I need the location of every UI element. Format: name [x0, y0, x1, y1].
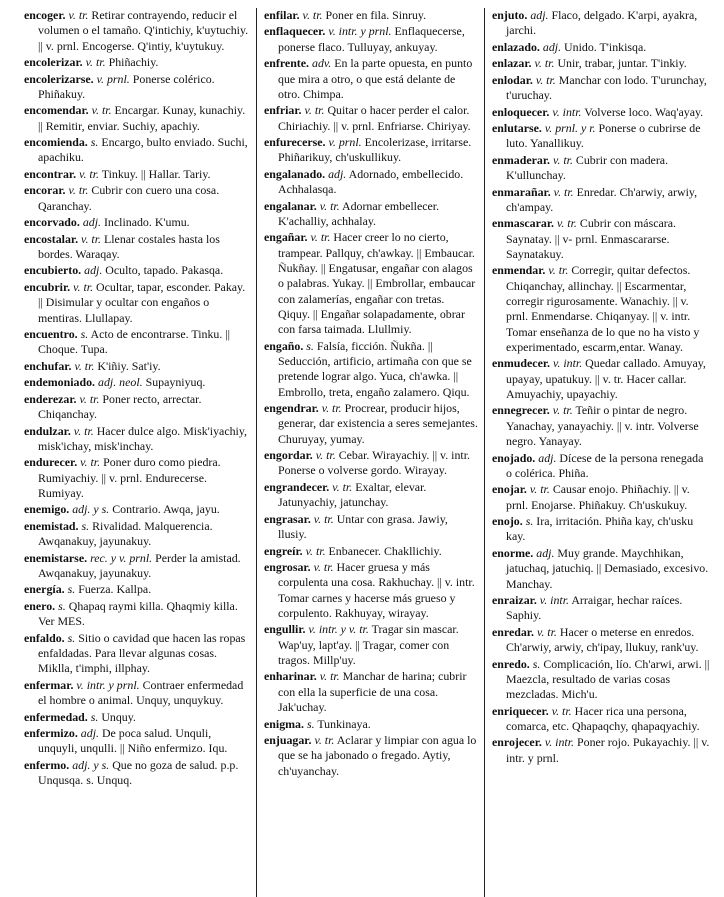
entry-grammar: v. tr.	[535, 72, 556, 87]
entry-definition: Hacer gruesa y más corpulenta una cosa. Rakhuchay. || v. intr. Tomar carnes y hacerse más grueso y corpulento. Rakhuyay, wirayay.	[278, 560, 475, 620]
entry-headword: encubierto.	[24, 263, 82, 278]
entry-grammar: s.	[81, 518, 90, 533]
entry-headword: enfrente.	[264, 56, 310, 71]
entry-grammar: v. intr. y prnl.	[76, 677, 140, 692]
entry-definition: Supayniyuq.	[145, 375, 206, 390]
entry-grammar: s.	[67, 630, 76, 645]
dictionary-entry	[492, 216, 712, 262]
entry-grammar: s.	[532, 656, 541, 671]
dictionary-entry	[24, 710, 250, 725]
entry-grammar: v. tr.	[302, 8, 323, 22]
entry-headword: engrasar.	[264, 511, 311, 526]
entry-definition: Quitar o hacer perder el calor. Chiriachiy. || v. prnl. Enfriarse. Chiriyay.	[278, 103, 471, 133]
dictionary-entry	[492, 56, 712, 71]
entry-definition: Encolerizase, irritarse. Phiñarikuy, ch'uskullikuy.	[278, 135, 472, 165]
entry-headword: enojar.	[492, 482, 527, 497]
entry-grammar: adj.	[542, 39, 562, 54]
dictionary-entry	[492, 514, 712, 545]
entry-grammar: v. tr.	[79, 166, 99, 181]
entry-definition: Poner duro como piedra. Rumiyachiy. || v. prnl. Endurecerse. Rumiyay.	[38, 455, 221, 500]
entry-headword: enloquecer.	[492, 104, 550, 119]
entry-definition: Perder la amistad. Awqanakuy, jayunakuy.	[38, 550, 241, 580]
entry-headword: engullir.	[264, 622, 306, 637]
dictionary-entry	[264, 448, 478, 479]
entry-grammar: adj.	[538, 450, 557, 465]
dictionary-entry	[24, 726, 250, 757]
entry-headword: encomienda.	[24, 135, 88, 150]
entry-definition: Manchar con lodo. T'urunchay, t'uruchay.	[506, 72, 707, 103]
entry-definition: Poner rojo. Pukayachiy. || v. intr. y prnl.	[506, 735, 710, 765]
entry-headword: enlodar.	[492, 72, 533, 87]
entry-grammar: v. tr.	[305, 543, 326, 558]
dictionary-entry	[264, 512, 478, 543]
entry-definition: Cubrir con madera. K'ullunchay.	[506, 152, 669, 183]
entry-grammar: v. intr.	[552, 104, 582, 119]
dictionary-entry	[24, 327, 250, 358]
entry-definition: Procrear, producir hijos, generar, dar existencia a seres semejantes. Churuyay, yumay.	[278, 401, 478, 446]
entry-definition: Que no goza de salud. p.p. Unqusqa. s. Unquq.	[38, 757, 239, 788]
dictionary-entry	[264, 733, 478, 779]
entry-grammar: adj. y s.	[72, 502, 110, 517]
entry-grammar: adj.	[82, 215, 101, 230]
entry-headword: enojo.	[492, 514, 523, 529]
entry-headword: engrosar.	[264, 560, 311, 575]
dictionary-entry	[492, 546, 712, 592]
entry-headword: enmaderar.	[492, 152, 551, 167]
dictionary-entry	[492, 121, 712, 152]
entry-definition: Flaco, delgado. K'arpi, ayakra, jarchi.	[506, 8, 698, 38]
entry-grammar: v. tr.	[313, 560, 334, 575]
entry-grammar: v. tr.	[74, 358, 95, 373]
dictionary-entry	[24, 582, 250, 597]
entry-grammar: s.	[306, 716, 315, 731]
dictionary-entry	[24, 263, 250, 278]
entry-headword: encubrir.	[24, 279, 71, 294]
entry-headword: enriquecer.	[492, 703, 549, 718]
entry-headword: endemoniado.	[24, 375, 96, 390]
entry-grammar: v. tr.	[551, 703, 572, 718]
dictionary-entry	[24, 280, 250, 326]
entry-headword: encoger.	[24, 8, 66, 22]
entry-definition: Arraigar, hechar raíces. Saphiy.	[506, 592, 683, 623]
entry-definition: Oculto, tapado. Pakasqa.	[105, 263, 224, 278]
dictionary-entry	[492, 263, 712, 355]
entry-headword: enharinar.	[264, 669, 317, 684]
entry-definition: Complicación, lío. Ch'arwi, arwi. || Maezcla, resultado de varias cosas mezcladas. Mich'u.	[506, 656, 710, 702]
entry-grammar: v. prnl.	[328, 135, 362, 150]
entry-headword: encorvado.	[24, 215, 80, 230]
dictionary-entry	[24, 135, 250, 166]
entry-definition: Ponerse colérico. Phiñakuy.	[38, 71, 215, 101]
entry-definition: Unido. T'inkisqa.	[564, 39, 647, 54]
entry-headword: enlazado.	[492, 39, 540, 54]
entry-headword: enmudecer.	[492, 356, 551, 371]
dictionary-entry	[264, 230, 478, 337]
dictionary-entry	[24, 375, 250, 390]
dictionary-entry	[24, 392, 250, 423]
entry-definition: Quedar callado. Amuyay, upayay, upatukuy. || v. tr. Hacer callar. Amuyachiy, upayachiy.	[506, 356, 706, 401]
entry-grammar: adv.	[312, 56, 332, 71]
dictionary-entry	[264, 135, 478, 166]
entry-headword: enmendar.	[492, 263, 546, 278]
entry-headword: encorar.	[24, 183, 66, 198]
entry-definition: Muy grande. Maychhikan, jatuchaq, jatuchiq. || Demasiado, excesivo. Manchay.	[506, 545, 709, 591]
entry-grammar: v. tr.	[304, 103, 325, 118]
dictionary-entry	[492, 451, 712, 482]
entry-headword: encomendar.	[24, 103, 89, 118]
entry-headword: enojado.	[492, 450, 536, 465]
dictionary-entry	[24, 519, 250, 550]
entry-definition: Teñir o pintar de negro. Yanachay, yanayachiy. || v. intr. Volverse negro. Yanayay.	[506, 403, 699, 449]
entry-grammar: v. intr.	[553, 356, 583, 371]
dictionary-entry	[24, 8, 250, 54]
dictionary-entry	[264, 167, 478, 198]
entry-definition: Ira, irritación. Phiña kay, ch'usku kay.	[506, 514, 694, 544]
entry-grammar: v. tr.	[81, 231, 101, 246]
entry-definition: Hacer creer lo no cierto, trampear. Pallquy, ch'awkay. || Embaucar. Ñukñay. || Engatusar, engañar con alagos o palabras. Yukay. || Embrollar, embaucar con zalamerías, engañar con tretas. Qiquy. || Engañar solapadamente, obrar con farsa taimada. Llullmiy.	[278, 230, 476, 337]
entry-grammar: v. intr.	[539, 592, 569, 607]
entry-definition: Sitio o cavidad que hacen las ropas enfaldadas. Para llevar algunas cosas. Miklla, t'imphi, illphay.	[38, 630, 246, 676]
dictionary-entry	[492, 403, 712, 449]
entry-headword: enemistad.	[24, 518, 79, 533]
entry-definition: Enflaquecerse, ponerse flaco. Tulluyay, ankuyay.	[278, 24, 465, 54]
entry-grammar: adj.	[530, 8, 549, 22]
entry-definition: Fuerza. Kallpa.	[78, 582, 152, 597]
dictionary-entry	[24, 215, 250, 230]
entry-grammar: s.	[67, 582, 76, 597]
entry-definition: Causar enojo. Phiñachiy. || v. prnl. Enojarse. Phiñakuy. Ch'uskukuy.	[506, 482, 690, 512]
entry-headword: enmascarar.	[492, 216, 554, 231]
entry-definition: En la parte opuesta, en punto que mira a otro, o que está delante de otro. Chimpa.	[278, 56, 473, 101]
entry-definition: Inclinado. K'umu.	[103, 215, 190, 230]
entry-headword: enjuagar.	[264, 733, 312, 748]
entry-headword: engalanar.	[264, 198, 317, 213]
entry-headword: encuentro.	[24, 327, 78, 341]
dictionary-entry	[264, 622, 478, 668]
entry-definition: Hacer dulce algo. Misk'iyachiy, misk'ichay, misk'inchay.	[38, 423, 247, 453]
entry-definition: De poca salud. Unquli, unquyli, unqulli. || Niño enfermizo. Iqu.	[38, 726, 228, 756]
dictionary-entry	[24, 758, 250, 789]
entry-grammar: s.	[525, 514, 534, 529]
dictionary-entry	[24, 167, 250, 182]
dictionary-entry	[264, 544, 478, 559]
dictionary-entry	[24, 232, 250, 263]
entry-headword: encontrar.	[24, 166, 77, 181]
entry-headword: enredo.	[492, 656, 530, 671]
entry-grammar: v. intr.	[544, 735, 575, 750]
entry-grammar: v. tr.	[73, 423, 94, 438]
dictionary-entry	[492, 657, 712, 703]
entry-headword: enrojecer.	[492, 735, 542, 750]
entry-headword: enraizar.	[492, 592, 537, 607]
dictionary-entry	[264, 56, 478, 102]
dictionary-entry	[264, 339, 478, 400]
entry-grammar: v. tr.	[80, 455, 101, 470]
dictionary-entry	[492, 73, 712, 104]
entry-headword: engalanado.	[264, 166, 326, 181]
entry-definition: Tinkuy. || Hallar. Tariy.	[101, 166, 211, 181]
entry-grammar: v. tr.	[73, 279, 94, 294]
entry-grammar: v. tr.	[79, 391, 100, 406]
entry-grammar: v. tr.	[553, 152, 573, 167]
entry-grammar: adj.	[328, 166, 347, 181]
entry-headword: enfermo.	[24, 757, 70, 772]
entry-definition: Ocultar, tapar, esconder. Pakay. || Disimular y ocultar con engaños o mentiras. Llullapay.	[38, 279, 246, 325]
column-middle	[256, 8, 484, 897]
dictionary-entry	[24, 103, 250, 134]
entry-grammar: v. tr.	[321, 401, 342, 416]
entry-headword: enigma.	[264, 716, 304, 731]
entry-definition: Untar con grasa. Jawiy, llusiy.	[278, 511, 448, 542]
dictionary-entry	[24, 424, 250, 455]
entry-headword: enfriar.	[264, 103, 302, 118]
dictionary-entry	[264, 8, 478, 23]
entry-headword: enlazar.	[492, 56, 532, 71]
entry-grammar: adj. y s.	[72, 757, 110, 772]
entry-headword: ennegrecer.	[492, 403, 550, 418]
entry-grammar: adj.	[84, 263, 103, 278]
entry-definition: Adornar embellecer. K'achalliy, achhalay.	[278, 198, 440, 228]
entry-definition: Tragar sin mascar. Wap'uy, lapt'ay. || Tragar, comer con tragos. Millp'uy.	[278, 622, 459, 667]
entry-headword: enfermedad.	[24, 709, 88, 724]
dictionary-entry	[264, 669, 478, 715]
entry-headword: enorme.	[492, 545, 534, 560]
entry-definition: Tunkinaya.	[317, 716, 371, 731]
entry-grammar: v. tr.	[91, 103, 112, 118]
column-left	[24, 8, 256, 897]
entry-grammar: v. tr.	[68, 8, 89, 22]
entry-definition: Aclarar y limpiar con agua lo que se ha jabonado o fregado. Aytiy, ch'uyanchay.	[278, 733, 477, 778]
entry-grammar: v. tr.	[319, 669, 340, 684]
entry-grammar: v. tr.	[314, 733, 335, 748]
dictionary-entry	[492, 356, 712, 402]
dictionary-entry	[492, 153, 712, 184]
entry-headword: enfermar.	[24, 677, 74, 692]
entry-grammar: v. tr.	[556, 216, 577, 231]
dictionary-entry	[492, 593, 712, 624]
dictionary-entry	[24, 551, 250, 582]
entry-definition: Manchar de harina; cubrir con ella la superficie de una cosa. Jak'uchay.	[278, 669, 467, 715]
entry-definition: Rivalidad. Malquerencia. Awqanakuy, jayunakuy.	[38, 518, 213, 549]
entry-definition: Dícese de la persona renegada o colérica. Phiña.	[506, 450, 704, 480]
entry-grammar: v. tr.	[548, 263, 569, 278]
dictionary-entry	[264, 717, 478, 732]
entry-grammar: adj.	[80, 726, 99, 741]
entry-definition: Unquy.	[101, 709, 136, 724]
dictionary-entry	[492, 185, 712, 216]
entry-definition: Corregir, quitar defectos. Chiqanchay, allinchay. || Escarmentar, corregir rigurosamente. Wanachiy. || v. prnl. Enmendarse. Chiqanyay. || v. intr. Tomar enseñanza de lo que no ha visto y experimentado, escarm,entar. Wanay.	[506, 263, 700, 354]
entry-grammar: s.	[90, 135, 99, 150]
entry-headword: enfaldo.	[24, 630, 65, 645]
dictionary-entry	[492, 40, 712, 55]
entry-definition: Llenar costales hasta los bordes. Waraqay.	[38, 231, 220, 261]
entry-grammar: v. intr. y v. tr.	[308, 622, 369, 637]
entry-grammar: v. tr.	[332, 479, 353, 494]
entry-definition: Encargar. Kunay, kunachiy. || Remitir, enviar. Suchiy, apachiy.	[38, 103, 246, 133]
entry-grammar: v. tr.	[529, 482, 550, 497]
entry-headword: encolerizarse.	[24, 71, 94, 86]
entry-headword: energía.	[24, 582, 65, 597]
entry-headword: enemigo.	[24, 502, 70, 517]
dictionary-entry	[264, 24, 478, 55]
dictionary-entry	[24, 502, 250, 517]
entry-headword: enderezar.	[24, 391, 77, 406]
dictionary-entry	[492, 735, 712, 766]
entry-headword: enmarañar.	[492, 184, 551, 199]
entry-definition: Cebar. Wirayachiy. || v. intr. Ponerse o volverse gordo. Wirayay.	[278, 448, 470, 478]
dictionary-entry	[264, 199, 478, 230]
entry-definition: Volverse loco. Waq'ayay.	[584, 104, 704, 119]
entry-grammar: adj. neol.	[98, 375, 143, 390]
entry-headword: engendrar.	[264, 401, 319, 416]
entry-grammar: v. tr.	[536, 624, 557, 639]
entry-definition: Contraer enfermedad el hombre o animal. Unquy, unquykuy.	[38, 677, 244, 708]
entry-headword: engreír.	[264, 543, 303, 558]
column-right	[484, 8, 712, 897]
entry-headword: enjuto.	[492, 8, 528, 22]
dictionary-entry	[492, 625, 712, 656]
entry-definition: Poner recto, arrectar. Chiqanchay.	[38, 391, 202, 422]
entry-definition: Exaltar, elevar. Jatunyachiy, jatunchay.	[278, 479, 427, 510]
entry-grammar: v. tr.	[552, 403, 573, 418]
entry-grammar: s.	[306, 338, 314, 353]
entry-grammar: v. tr.	[68, 183, 89, 198]
entry-grammar: s.	[58, 598, 66, 613]
entry-grammar: v. tr.	[315, 448, 336, 463]
entry-definition: Phiñachiy.	[108, 55, 159, 70]
dictionary-entry	[24, 72, 250, 103]
entry-grammar: v. tr.	[319, 198, 340, 213]
dictionary-entry	[264, 103, 478, 134]
entry-grammar: rec. y v. prnl.	[90, 550, 153, 565]
entry-grammar: s.	[90, 709, 99, 724]
entry-headword: enemistarse.	[24, 550, 88, 565]
dictionary-entry	[264, 560, 478, 621]
dictionary-entry	[24, 183, 250, 214]
entry-definition: Hacer rica una persona, comarca, etc. Qhapaqchy, qhapaqyachiy.	[506, 703, 700, 733]
entry-grammar: v. intr. y prnl.	[328, 24, 392, 39]
entry-definition: Acto de encontrarse. Tinku. || Choque. Tupa.	[38, 327, 231, 357]
entry-definition: Falsía, ficción. Ñukña. || Seducción, artificio, artimaña con que se pretende lograr algo. Yuca, ch'awka. || Embrollo, treta, engaño zalamero. Qiqu.	[278, 338, 472, 399]
entry-headword: enlutarse.	[492, 121, 542, 136]
entry-definition: Ponerse o cubrirse de luto. Yanallikuy.	[506, 121, 701, 151]
entry-headword: engaño.	[264, 338, 304, 353]
dictionary-entry	[24, 599, 250, 630]
dictionary-entry	[24, 631, 250, 677]
entry-headword: encostalar.	[24, 231, 79, 246]
entry-headword: enfermizo.	[24, 726, 78, 741]
entry-headword: enchufar.	[24, 358, 72, 373]
entry-definition: Contrario. Awqa, jayu.	[112, 502, 220, 517]
dictionary-entry	[24, 359, 250, 374]
entry-headword: enredar.	[492, 624, 534, 639]
entry-definition: Poner en fila. Sinruy.	[325, 8, 427, 22]
entry-definition: Qhapaq raymi killa. Qhaqmiy killa. Ver MES.	[38, 598, 238, 629]
dictionary-entry	[264, 401, 478, 447]
entry-headword: enero.	[24, 598, 56, 613]
entry-headword: endulzar.	[24, 423, 71, 438]
entry-definition: Cubrir con cuero una cosa. Qaranchay.	[38, 183, 220, 213]
entry-grammar: v. prnl.	[96, 71, 130, 86]
entry-grammar: v. tr.	[534, 56, 555, 71]
entry-headword: endurecer.	[24, 455, 78, 470]
entry-grammar: s.	[80, 327, 89, 341]
entry-definition: Encargo, bulto enviado. Suchi, apachiku.	[38, 135, 248, 165]
entry-headword: enfurecerse.	[264, 135, 326, 150]
entry-definition: Unir, trabar, juntar. T'inkiy.	[557, 56, 687, 71]
entry-definition: Retirar contrayendo, reducir el volumen o el tamaño. Q'intichiy, k'uytuchiy. || v. prnl. Encogerse. Q'intiy, k'uytukuy.	[38, 8, 249, 53]
entry-grammar: v. tr.	[310, 230, 331, 245]
dictionary-entry	[492, 8, 712, 39]
entry-grammar: v. tr.	[85, 55, 106, 70]
dictionary-entry	[264, 480, 478, 511]
entry-definition: Hacer o meterse en enredos. Ch'arwiy, arwiy, ch'ipay, llukuy, rank'uy.	[506, 624, 699, 655]
entry-grammar: v. tr.	[553, 184, 574, 199]
entry-definition: Enredar. Ch'arwiy, arwiy, ch'ampay.	[506, 184, 698, 214]
dictionary-entry	[24, 678, 250, 709]
entry-headword: enfilar.	[264, 8, 300, 22]
entry-headword: engordar.	[264, 448, 313, 463]
dictionary-entry	[492, 105, 712, 120]
entry-grammar: v. prnl. y r.	[544, 121, 596, 136]
entry-definition: Enbanecer. Chakllichiy.	[328, 543, 442, 558]
dictionary-entry	[24, 55, 250, 70]
entry-headword: engrandecer.	[264, 479, 330, 494]
entry-headword: enflaquecer.	[264, 24, 326, 39]
dictionary-entry	[492, 704, 712, 735]
dictionary-entry	[492, 482, 712, 513]
entry-headword: engañar.	[264, 230, 308, 245]
entry-definition: Cubrir con máscara. Saynatay. || v- prnl. Enmascararse. Saynatakuy.	[506, 216, 676, 261]
entry-grammar: v. tr.	[313, 511, 334, 526]
dictionary-entry	[24, 455, 250, 501]
entry-definition: K'iñiy. Sat'iy.	[97, 358, 161, 373]
entry-grammar: adj.	[536, 545, 555, 560]
entry-definition: Adornado, embellecido. Achhalasqa.	[278, 166, 464, 197]
entry-headword: encolerizar.	[24, 55, 83, 70]
